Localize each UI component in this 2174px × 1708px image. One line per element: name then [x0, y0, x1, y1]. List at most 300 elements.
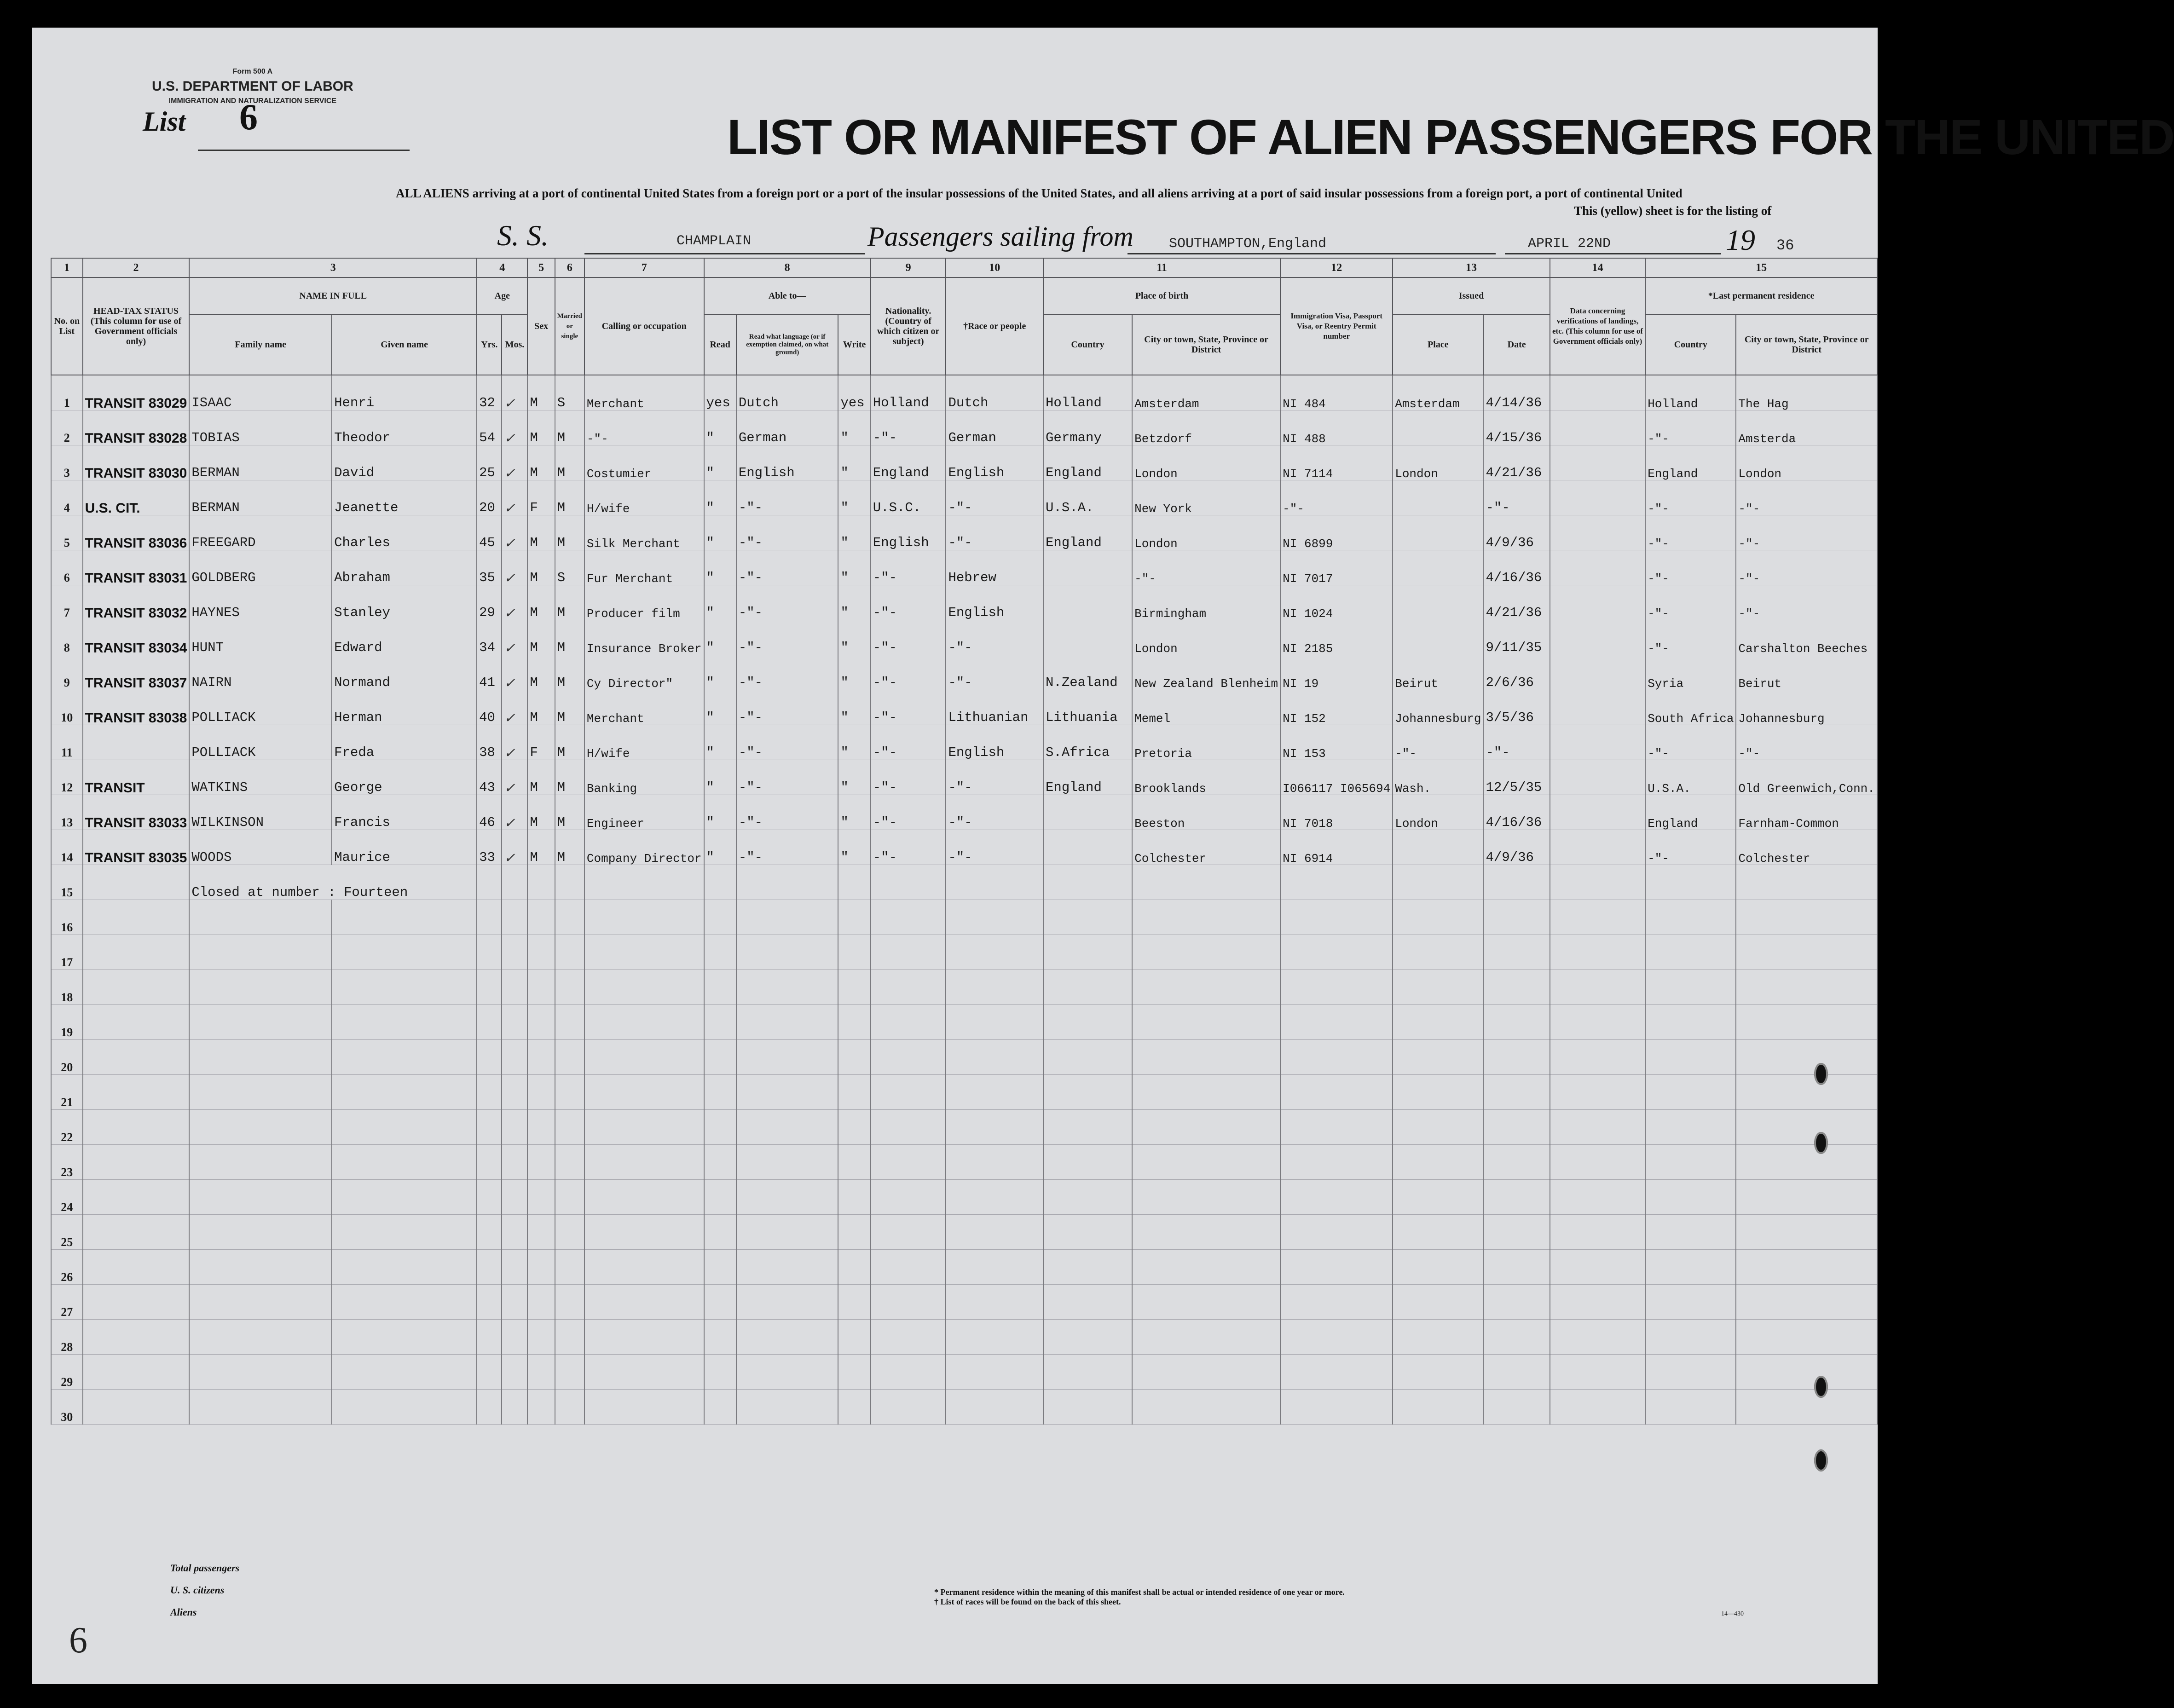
residence-country: England: [1645, 445, 1736, 480]
age-months: ✓: [502, 550, 527, 585]
empty-cell: [189, 1110, 332, 1145]
marital-status: M: [555, 410, 584, 445]
visa-number: NI 488: [1280, 410, 1393, 445]
row-number: 23: [51, 1145, 83, 1180]
occupation: H/wife: [584, 480, 704, 515]
empty-cell: [1483, 935, 1550, 970]
empty-cell: [1550, 1180, 1645, 1215]
residence-country: Holland: [1645, 375, 1736, 410]
row-number: 21: [51, 1075, 83, 1110]
table-row: [51, 585, 1877, 620]
empty-cell: [1483, 970, 1550, 1005]
family-name: WILKINSON: [189, 795, 332, 830]
can-read: ": [704, 690, 736, 725]
empty-row: [51, 1075, 1877, 1110]
race: -"-: [946, 795, 1043, 830]
empty-cell: [838, 1250, 870, 1285]
empty-cell: [1280, 970, 1393, 1005]
empty-row: [51, 900, 1877, 935]
footer-totals: [170, 1562, 239, 1628]
empty-cell: [1483, 900, 1550, 935]
empty-cell: [555, 1180, 584, 1215]
header-calling: Calling or occupation: [584, 277, 704, 375]
landing-data: [1550, 515, 1645, 550]
empty-cell: [1132, 1215, 1280, 1250]
table-row: [51, 830, 1877, 865]
visa-number: NI 7114: [1280, 445, 1393, 480]
visa-number: -"-: [1280, 480, 1393, 515]
occupation: H/wife: [584, 725, 704, 760]
visa-number: I066117 I065694: [1280, 760, 1393, 795]
col-num: 8: [704, 258, 871, 277]
given-name: Abraham: [332, 550, 477, 585]
empty-cell: [1280, 1390, 1393, 1425]
empty-cell: [1645, 1005, 1736, 1040]
instructions-line-2: This (yellow) sheet is for the listing of: [1574, 204, 1772, 218]
empty-cell: [189, 970, 332, 1005]
can-write: ": [838, 620, 870, 655]
empty-cell: [1550, 1285, 1645, 1320]
empty-cell: [584, 900, 704, 935]
empty-cell: [584, 1355, 704, 1390]
empty-cell: [332, 1390, 477, 1425]
empty-cell: [1393, 1145, 1483, 1180]
empty-cell: [477, 1355, 502, 1390]
col-num: 13: [1393, 258, 1550, 277]
empty-row: [51, 1320, 1877, 1355]
head-tax-status: [83, 725, 190, 760]
header-no-on-list: No. on List: [51, 277, 83, 375]
ship-name: CHAMPLAIN: [676, 233, 752, 249]
occupation: Costumier: [584, 445, 704, 480]
empty-cell: [332, 1355, 477, 1390]
empty-cell: [736, 1040, 838, 1075]
birth-city: Pretoria: [1132, 725, 1280, 760]
empty-cell: [1393, 900, 1483, 935]
read-language: English: [736, 445, 838, 480]
empty-cell: [83, 1040, 190, 1075]
empty-cell: [1550, 865, 1645, 900]
empty-cell: [1393, 1390, 1483, 1425]
empty-cell: [1393, 1075, 1483, 1110]
empty-cell: [1043, 1110, 1132, 1145]
empty-cell: [838, 1040, 870, 1075]
header-name-in-full: NAME IN FULL: [189, 277, 477, 314]
head-tax-status: TRANSIT 83037: [83, 655, 190, 690]
empty-cell: [189, 1005, 332, 1040]
empty-cell: [1483, 865, 1550, 900]
issued-date: -"-: [1483, 725, 1550, 760]
empty-cell: [838, 935, 870, 970]
empty-row: [51, 1215, 1877, 1250]
age-months: ✓: [502, 795, 527, 830]
empty-cell: [83, 1250, 190, 1285]
empty-cell: [736, 1110, 838, 1145]
empty-cell: [527, 1110, 555, 1145]
issued-date: 4/16/36: [1483, 795, 1550, 830]
empty-cell: [704, 1320, 736, 1355]
empty-cell: [477, 1180, 502, 1215]
empty-cell: [83, 1110, 190, 1145]
issued-date: 4/21/36: [1483, 445, 1550, 480]
residence-city: Amsterda: [1736, 410, 1877, 445]
can-write: ": [838, 655, 870, 690]
empty-cell: [584, 1215, 704, 1250]
empty-cell: [1645, 1180, 1736, 1215]
row-number: 13: [51, 795, 83, 830]
family-name: HUNT: [189, 620, 332, 655]
empty-cell: [946, 1390, 1043, 1425]
can-read: ": [704, 515, 736, 550]
empty-cell: [1043, 900, 1132, 935]
can-write: ": [838, 760, 870, 795]
header-residence-city: City or town, State, Province or District: [1736, 314, 1877, 375]
issued-place: [1393, 550, 1483, 585]
birth-city: London: [1132, 445, 1280, 480]
empty-cell: [1393, 865, 1483, 900]
given-name: Maurice: [332, 830, 477, 865]
empty-cell: [946, 970, 1043, 1005]
visa-number: NI 153: [1280, 725, 1393, 760]
empty-cell: [502, 1320, 527, 1355]
race: Lithuanian: [946, 690, 1043, 725]
birth-city: Birmingham: [1132, 585, 1280, 620]
marital-status: S: [555, 550, 584, 585]
head-tax-status: U.S. CIT.: [83, 480, 190, 515]
empty-cell: [83, 970, 190, 1005]
can-read: ": [704, 655, 736, 690]
race: -"-: [946, 515, 1043, 550]
empty-cell: [527, 1355, 555, 1390]
nationality: -"-: [871, 760, 946, 795]
can-read: ": [704, 795, 736, 830]
empty-cell: [871, 1005, 946, 1040]
residence-country: U.S.A.: [1645, 760, 1736, 795]
landing-data: [1550, 795, 1645, 830]
year-prefix: 19: [1726, 224, 1755, 256]
empty-cell: [1043, 1390, 1132, 1425]
age-years: 32: [477, 375, 502, 410]
empty-cell: [502, 1180, 527, 1215]
empty-cell: [527, 1215, 555, 1250]
empty-cell: [946, 1075, 1043, 1110]
race: Hebrew: [946, 550, 1043, 585]
empty-cell: [838, 1005, 870, 1040]
empty-cell: [946, 1320, 1043, 1355]
birth-country: Germany: [1043, 410, 1132, 445]
row-number: 24: [51, 1180, 83, 1215]
row-number: 12: [51, 760, 83, 795]
residence-country: -"-: [1645, 830, 1736, 865]
empty-cell: [1132, 1040, 1280, 1075]
punch-hole: [1814, 1132, 1828, 1154]
birth-city: Amsterdam: [1132, 375, 1280, 410]
issued-date: 4/21/36: [1483, 585, 1550, 620]
header-nationality: Nationality. (Country of which citizen or subject): [871, 277, 946, 375]
empty-cell: [1645, 935, 1736, 970]
residence-country: -"-: [1645, 410, 1736, 445]
residence-city: -"-: [1736, 550, 1877, 585]
empty-cell: [1550, 900, 1645, 935]
empty-cell: [1483, 1180, 1550, 1215]
marital-status: M: [555, 445, 584, 480]
empty-cell: [83, 1145, 190, 1180]
empty-cell: [1280, 1180, 1393, 1215]
col-num: 7: [584, 258, 704, 277]
empty-cell: [555, 1355, 584, 1390]
sex: M: [527, 795, 555, 830]
header-able-to: Able to—: [704, 277, 871, 314]
read-language: -"-: [736, 515, 838, 550]
occupation: Producer film: [584, 585, 704, 620]
empty-cell: [704, 1180, 736, 1215]
empty-cell: [1280, 1285, 1393, 1320]
empty-cell: [584, 1145, 704, 1180]
empty-row: [51, 1390, 1877, 1425]
table-row: [51, 375, 1877, 410]
residence-city: Johannesburg: [1736, 690, 1877, 725]
can-write: ": [838, 480, 870, 515]
row-number: 4: [51, 480, 83, 515]
given-name: Charles: [332, 515, 477, 550]
empty-cell: [477, 935, 502, 970]
can-write: ": [838, 725, 870, 760]
nationality: U.S.C.: [871, 480, 946, 515]
empty-cell: [1483, 1075, 1550, 1110]
empty-row: [51, 1180, 1877, 1215]
empty-cell: [1645, 1040, 1736, 1075]
empty-cell: [1483, 1355, 1550, 1390]
empty-cell: [1483, 1320, 1550, 1355]
empty-cell: [555, 865, 584, 900]
head-tax-status: TRANSIT 83028: [83, 410, 190, 445]
marital-status: M: [555, 760, 584, 795]
empty-cell: [527, 1390, 555, 1425]
empty-cell: [736, 935, 838, 970]
empty-cell: [871, 1355, 946, 1390]
empty-cell: [871, 1250, 946, 1285]
empty-cell: [1043, 1250, 1132, 1285]
residence-country: -"-: [1645, 550, 1736, 585]
can-read: yes: [704, 375, 736, 410]
issued-place: [1393, 830, 1483, 865]
empty-row: [51, 970, 1877, 1005]
empty-cell: [1393, 1180, 1483, 1215]
sex: M: [527, 515, 555, 550]
empty-cell: [555, 1215, 584, 1250]
empty-cell: [1043, 1075, 1132, 1110]
visa-number: NI 7018: [1280, 795, 1393, 830]
empty-cell: [736, 1285, 838, 1320]
header-place-of-birth: Place of birth: [1043, 277, 1280, 314]
family-name: FREEGARD: [189, 515, 332, 550]
empty-cell: [946, 1040, 1043, 1075]
race: Dutch: [946, 375, 1043, 410]
empty-cell: [1645, 1285, 1736, 1320]
age-years: 54: [477, 410, 502, 445]
sex: M: [527, 830, 555, 865]
empty-cell: [704, 1145, 736, 1180]
empty-cell: [527, 935, 555, 970]
empty-cell: [946, 865, 1043, 900]
birth-country: England: [1043, 445, 1132, 480]
can-write: ": [838, 690, 870, 725]
read-language: -"-: [736, 690, 838, 725]
marital-status: M: [555, 620, 584, 655]
empty-cell: [1550, 935, 1645, 970]
given-name: Jeanette: [332, 480, 477, 515]
empty-cell: [1550, 1110, 1645, 1145]
empty-cell: [704, 1390, 736, 1425]
empty-cell: [83, 900, 190, 935]
empty-cell: [584, 1285, 704, 1320]
empty-cell: [704, 1040, 736, 1075]
empty-row: [51, 1005, 1877, 1040]
nationality: -"-: [871, 585, 946, 620]
age-years: 40: [477, 690, 502, 725]
table-row: [51, 655, 1877, 690]
aliens-label: Aliens: [170, 1606, 197, 1618]
empty-cell: [838, 865, 870, 900]
landing-data: [1550, 760, 1645, 795]
landing-data: [1550, 725, 1645, 760]
row-number: 20: [51, 1040, 83, 1075]
empty-cell: [502, 900, 527, 935]
residence-city: Old Greenwich,Conn.: [1736, 760, 1877, 795]
empty-cell: [946, 900, 1043, 935]
closed-row: [51, 865, 1877, 900]
empty-cell: [189, 1285, 332, 1320]
empty-cell: [1550, 1355, 1645, 1390]
row-number: 17: [51, 935, 83, 970]
empty-cell: [1393, 1355, 1483, 1390]
race: English: [946, 585, 1043, 620]
empty-cell: [1550, 970, 1645, 1005]
head-tax-status: TRANSIT 83029: [83, 375, 190, 410]
occupation: Silk Merchant: [584, 515, 704, 550]
empty-cell: [332, 935, 477, 970]
row-number: 30: [51, 1390, 83, 1425]
empty-cell: [584, 1250, 704, 1285]
residence-city: -"-: [1736, 725, 1877, 760]
nationality: -"-: [871, 550, 946, 585]
visa-number: NI 2185: [1280, 620, 1393, 655]
empty-cell: [736, 1250, 838, 1285]
birth-city: New York: [1132, 480, 1280, 515]
empty-row: [51, 1145, 1877, 1180]
empty-cell: [555, 935, 584, 970]
row-number: 7: [51, 585, 83, 620]
empty-cell: [1393, 970, 1483, 1005]
age-months: ✓: [502, 410, 527, 445]
empty-cell: [838, 1215, 870, 1250]
empty-cell: [1132, 1285, 1280, 1320]
residence-country: -"-: [1645, 480, 1736, 515]
empty-cell: [332, 970, 477, 1005]
nationality: English: [871, 515, 946, 550]
residence-city: -"-: [1736, 480, 1877, 515]
row-number: 29: [51, 1355, 83, 1390]
issued-place: Johannesburg: [1393, 690, 1483, 725]
empty-cell: [527, 1320, 555, 1355]
header-birth-country: Country: [1043, 314, 1132, 375]
empty-cell: [502, 1285, 527, 1320]
birth-country: Lithuania: [1043, 690, 1132, 725]
header-issued-date: Date: [1483, 314, 1550, 375]
empty-cell: [704, 970, 736, 1005]
occupation: Insurance Broker: [584, 620, 704, 655]
marital-status: M: [555, 725, 584, 760]
empty-cell: [1550, 1075, 1645, 1110]
birth-country: Holland: [1043, 375, 1132, 410]
nationality: England: [871, 445, 946, 480]
empty-cell: [1645, 1355, 1736, 1390]
empty-cell: [1132, 935, 1280, 970]
departure-port: SOUTHAMPTON,England: [1169, 236, 1327, 252]
empty-cell: [83, 1390, 190, 1425]
empty-cell: [1645, 1320, 1736, 1355]
empty-cell: [1043, 1215, 1132, 1250]
date-underline: [1505, 253, 1721, 254]
birth-city: Brooklands: [1132, 760, 1280, 795]
empty-cell: [584, 935, 704, 970]
birth-country: [1043, 795, 1132, 830]
empty-cell: [1483, 1005, 1550, 1040]
empty-cell: [1132, 1110, 1280, 1145]
header-family-name: Family name: [189, 314, 332, 375]
empty-cell: [1280, 1355, 1393, 1390]
empty-cell: [83, 935, 190, 970]
empty-cell: [1043, 1320, 1132, 1355]
empty-cell: [736, 1355, 838, 1390]
empty-cell: [189, 1075, 332, 1110]
age-months: ✓: [502, 515, 527, 550]
landing-data: [1550, 445, 1645, 480]
empty-cell: [838, 900, 870, 935]
birth-country: England: [1043, 515, 1132, 550]
empty-cell: [1132, 970, 1280, 1005]
empty-cell: [946, 1355, 1043, 1390]
empty-cell: [1483, 1250, 1550, 1285]
residence-city: The Hag: [1736, 375, 1877, 410]
empty-cell: [1132, 1390, 1280, 1425]
table-row: [51, 445, 1877, 480]
us-citizens-label: U. S. citizens: [170, 1584, 225, 1596]
empty-cell: [1645, 1145, 1736, 1180]
empty-cell: [1736, 900, 1877, 935]
birth-country: England: [1043, 760, 1132, 795]
empty-cell: [527, 970, 555, 1005]
issued-place: Amsterdam: [1393, 375, 1483, 410]
header-married: Married or single: [555, 277, 584, 375]
empty-cell: [555, 900, 584, 935]
row-number: 1: [51, 375, 83, 410]
punch-hole: [1814, 1449, 1828, 1471]
empty-cell: [871, 1390, 946, 1425]
empty-cell: [502, 1110, 527, 1145]
form-code: 14—430: [1721, 1610, 1744, 1617]
empty-cell: [189, 1320, 332, 1355]
empty-cell: [704, 900, 736, 935]
landing-data: [1550, 480, 1645, 515]
family-name: BERMAN: [189, 445, 332, 480]
sailing-label: Passengers sailing from: [867, 221, 1133, 252]
row-number: 18: [51, 970, 83, 1005]
row-number: 9: [51, 655, 83, 690]
empty-cell: [555, 1110, 584, 1145]
empty-cell: [704, 1075, 736, 1110]
nationality: -"-: [871, 795, 946, 830]
